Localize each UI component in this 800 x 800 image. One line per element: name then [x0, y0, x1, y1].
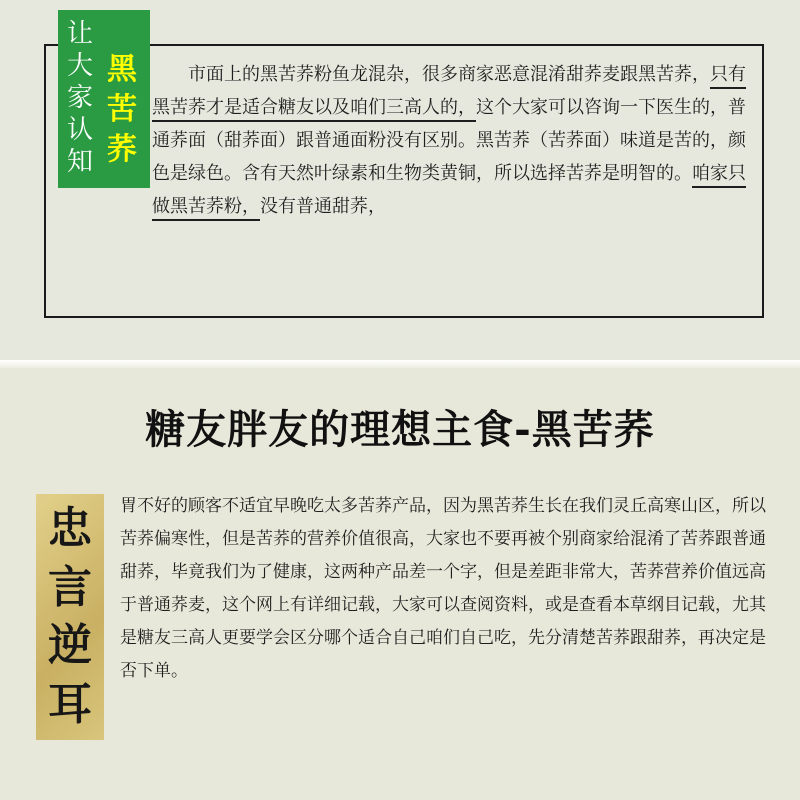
section-divider [0, 360, 800, 368]
info-text-part: 这个大家可以咨询一下医生的，普通荞面（甜荞面）跟普通面粉没有区别。黑苦荞（苦荞面）味道是苦的，颜色是绿色。含有天然叶绿素和生物类黄铜，所以选择苦荞是明智的。 [152, 97, 746, 184]
tag-char: 大 [66, 51, 93, 81]
awareness-tag [58, 10, 150, 188]
tag-char: 知 [66, 147, 93, 177]
awareness-tag-right-column [104, 50, 140, 170]
tag-char: 让 [66, 19, 93, 49]
advice-tag-char: 忠 [48, 503, 92, 555]
info-text-part: 没有普通甜荞， [260, 196, 386, 217]
info-underlined-claim: 咱家只做黑苦荞粉， [152, 163, 746, 217]
tag-char: 家 [66, 83, 93, 113]
headline: 糖友胖友的理想主食-黑苦荞 [145, 406, 655, 453]
advice-tag-char: 逆 [48, 620, 92, 672]
advice-tag-char: 耳 [48, 678, 92, 730]
tag-char-highlight: 苦 [107, 92, 137, 127]
awareness-tag-left-column [62, 18, 98, 178]
tag-char-highlight: 荞 [107, 132, 137, 167]
info-paragraph [152, 58, 752, 223]
info-text-part: 市面上的黑苦荞粉鱼龙混杂，很多商家恶意混淆甜荞麦跟黑苦荞， [152, 64, 710, 85]
advice-tag-char: 言 [48, 561, 92, 613]
tag-char-highlight: 黑 [107, 52, 137, 87]
advice-paragraph: 胃不好的顾客不适宜早晚吃太多苦荞产品，因为黑苦荞生长在我们灵丘高寒山区，所以苦荞偏寒性，但是苦荞的营养价值很高，大家也不要再被个别商家给混淆了苦荞跟普通甜荞，毕竟我们为了健康，这两种产品差一个字，但是差距非常大，苦荞营养价值远高于普通荞麦，这个网上有详细记载，大家可以查阅资料，或是查看本草纲目记载，尤其是糖友三高人更要学会区分哪个适合自己咱们自己吃，先分清楚苦荞跟甜荞，再决定是否下单。 [120, 496, 766, 681]
info-underlined-claim: 只有黑苦荞才是适合糖友以及咱们三高人的， [152, 64, 746, 118]
advice-tag [36, 494, 104, 740]
tag-char: 认 [66, 115, 93, 145]
